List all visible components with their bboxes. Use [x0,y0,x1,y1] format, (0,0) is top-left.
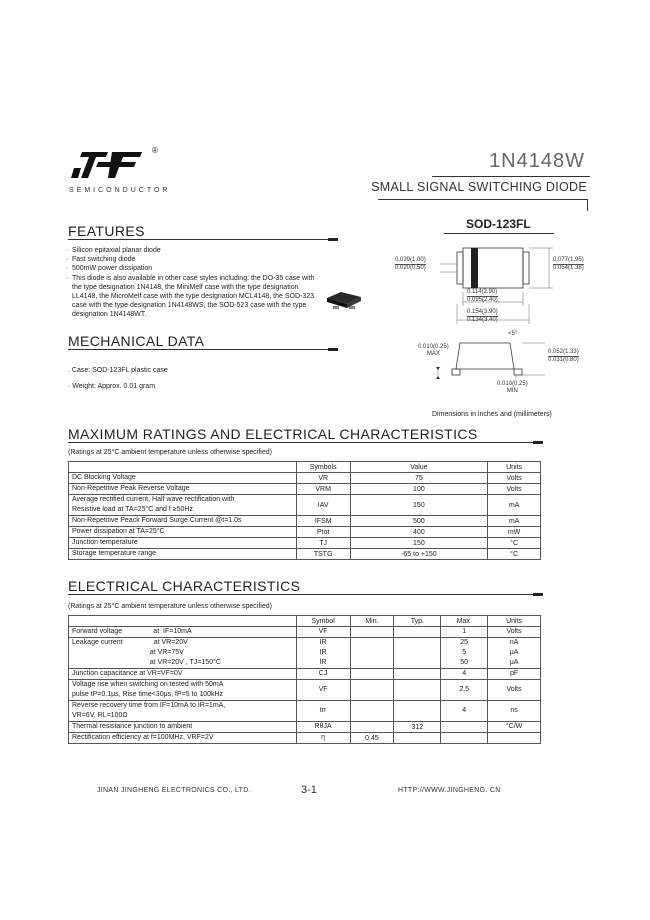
table-header-row [69,616,541,627]
typ-cell [394,627,441,638]
cell-line: Power dissipation at TA=25°C [72,528,165,535]
mechanical-rule [68,349,338,350]
value-cell: 75 [350,473,488,484]
footer-company: JINAN JINGHENG ELECTRONICS CO., LTD. [97,787,251,794]
table-row [69,538,541,549]
symbol-cell [296,638,350,669]
cell-line: trr [319,707,327,714]
symbol-cell: IFSM [296,516,350,527]
param-cell [69,722,297,733]
cell-line: Volts [506,628,522,635]
elec-rule [68,594,542,595]
cell-line: Reverse recovery time from IF=10mA to IR=1mA, [72,702,226,709]
cell-line: pF [509,670,519,677]
cell-line: pulse tP=0.1μs, Rise time<30μs, fP=5 to 100kHz [72,691,224,698]
value-cell: 100 [350,484,488,495]
unit-cell [488,701,541,722]
features-heading: FEATURES [68,223,145,239]
cell-line: 4 [462,707,467,714]
symbol-cell [296,701,350,722]
elec-table [68,615,541,744]
cell-line: 4 [462,670,467,677]
symbol-cell: Ptot [296,527,350,538]
symbol-cell [296,722,350,733]
header-cell [69,616,297,627]
header-cell: Symbol [296,616,350,627]
subtitle-rule [378,199,588,200]
symbol-cell: TJ [296,538,350,549]
cell-line: 2.5 [459,686,470,693]
cell-line: 50 [460,659,469,666]
cell-line: °C/W [505,723,523,730]
subtitle-rule-end [587,199,588,211]
symbol-cell: TSTG [296,549,350,560]
table-row [69,680,541,701]
unit-cell: mW [488,527,541,538]
mechanical-case: . Case: SOD-123FL plastic case [68,367,168,374]
cell-line: VF [318,628,328,635]
typ-cell [394,638,441,669]
package-name-rule [444,233,554,234]
mechanical-rule-tick [328,348,338,351]
param-cell [69,484,297,495]
dim-lead-min: 0.010(0.25) MIN [497,381,528,394]
value-cell: 150 [350,538,488,549]
param-cell [69,638,297,669]
max-ratings-note: (Ratings at 25°C ambient temperature unless otherwise specified) [68,449,272,456]
value-cell: 150 [350,495,488,516]
table-row [69,549,541,560]
table-header-row [69,462,541,473]
min-cell [350,669,394,680]
table-row [69,516,541,527]
cell-line: Storage temperature range [72,550,157,557]
min-cell [350,627,394,638]
header-cell: Symbols [296,462,350,473]
cell-line: IR [319,649,327,656]
max-ratings-heading: MAXIMUM RATINGS AND ELECTRICAL CHARACTERISTICS [68,426,478,442]
dim-lead-thickness: 0.010(0.25) MAX [418,344,449,357]
symbol-cell [296,680,350,701]
dimension-note: Dimensions in inches and (millimeters) [432,411,552,418]
symbol-cell [296,627,350,638]
cell-line: CJ [318,670,328,677]
max-cell [441,733,488,744]
dim-side-height: 0.052(1.33) 0.031(0.80) [548,349,579,363]
typ-cell [394,701,441,722]
cell-line: DC Blocking Voltage [72,474,136,481]
cell-line: 5 [462,649,467,656]
param-cell [69,527,297,538]
param-cell [69,680,297,701]
typ-cell [394,680,441,701]
param-cell [69,701,297,722]
cell-line: nA [509,639,519,646]
symbol-cell: VRM [296,484,350,495]
dim-lead-width: 0.039(1.00) 0.020(0.50) [395,257,426,271]
max-cell [441,680,488,701]
table-row [69,701,541,722]
cell-line: Rectification efficiency at f=100MHz, VRF=2V [72,734,214,741]
unit-cell: mA [488,516,541,527]
max-cell [441,701,488,722]
cell-line: at VR=75V [72,649,184,656]
header-cell: Typ. [394,616,441,627]
elec-note: (Ratings at 25°C ambient temperature unless otherwise specified) [68,603,272,610]
cell-line: Leakage current at VR=20V [72,639,188,646]
header-cell: Min. [350,616,394,627]
dim-angle: <5° [508,331,518,337]
param-cell [69,473,297,484]
min-cell [350,701,394,722]
cell-line: VR=6V, RL=100Ω [72,712,128,719]
value-cell: 400 [350,527,488,538]
unit-cell [488,722,541,733]
header-cell [69,462,297,473]
table-row [69,473,541,484]
unit-cell [488,627,541,638]
param-cell [69,627,297,638]
max-cell [441,669,488,680]
table-row [69,484,541,495]
cell-line: Non-Repetitive Peak Reverse Voltage [72,485,190,492]
symbol-cell [296,669,350,680]
param-cell [69,538,297,549]
max-cell [441,722,488,733]
unit-cell: °C [488,538,541,549]
features-rule [68,239,338,240]
company-subtitle: SEMICONDUCTOR [69,187,171,194]
cell-line: μA [509,659,519,666]
param-cell [69,733,297,744]
min-cell: 0.45 [350,733,394,744]
param-cell [69,669,297,680]
value-cell: 500 [350,516,488,527]
table-row [69,638,541,669]
unit-cell [488,669,541,680]
dim-body-height: 0.077(1.95) 0.054(1.38) [553,257,584,271]
elec-rule-tick [533,593,543,596]
table-row [69,722,541,733]
max-cell [441,627,488,638]
cell-line: VF [318,686,328,693]
cell-line: at VR=20V , TJ=150°C [72,659,221,666]
features-list [66,246,324,320]
dim-body-length: 0.114(2.90) 0.095(2.40) [467,289,498,303]
footer-url[interactable]: HTTP://WWW.JINGHENG. CN [398,787,501,794]
symbol-cell [296,733,350,744]
unit-cell: Volts [488,473,541,484]
param-cell [69,549,297,560]
feature-item: · This diode is also available in other case styles including: the DO-35 case with the type designation 1N4148, the MiniMelf case with the type designation LL4148, the MicroMelf case with the type designation MCL4148, the SOD-323 case with the type designation 1N4148WS, the SOD-523 case with the type designation 1N4148WT. [66,274,324,320]
header-rule [432,176,590,177]
table-row [69,527,541,538]
param-cell [69,516,297,527]
min-cell [350,722,394,733]
cell-line: Non-Repetitive Peack Forward Surge Current @t=1.0s [72,517,242,524]
param-cell [69,495,297,516]
typ-cell: 312 [394,722,441,733]
features-rule-tick [328,238,338,241]
table-row [69,669,541,680]
document-subtitle: SMALL SIGNAL SWITCHING DIODE [371,180,587,194]
mechanical-heading: MECHANICAL DATA [68,333,205,349]
logo-mark [68,150,152,180]
symbol-cell: VR [296,473,350,484]
unit-cell: Volts [488,484,541,495]
table-row [69,733,541,744]
header-cell: Value [350,462,488,473]
table-row [69,495,541,516]
table-row [69,627,541,638]
cell-line: μA [509,649,519,656]
cell-line: Junction capacitance at VR=VF=0V [72,670,183,677]
symbol-cell: IAV [296,495,350,516]
cell-line: ns [510,707,518,714]
cell-line: Thermal resistance junction to ambient [72,723,193,730]
feature-item: · Fast switching diode [66,255,324,264]
unit-cell [488,733,541,744]
dim-overall-length: 0.154(3.90) 0.134(3.40) [467,309,498,323]
mechanical-weight: · Weight: Approx. 0.01 gram [68,383,156,390]
feature-item: · 500mW power dissipation [66,264,324,273]
elec-heading: ELECTRICAL CHARACTERISTICS [68,578,301,594]
max-cell [441,638,488,669]
header-cell: Max. [441,616,488,627]
unit-cell [488,680,541,701]
cell-line: RθJA [314,723,332,730]
min-cell [350,638,394,669]
cell-line: 25 [460,639,469,646]
registered-mark: ® [152,146,158,155]
part-number: 1N4148W [489,150,585,172]
cell-line: 1 [462,628,467,635]
cell-line: Volts [506,686,522,693]
max-ratings-rule-tick [533,441,543,444]
cell-line: IR [319,639,327,646]
unit-cell: °C [488,549,541,560]
max-ratings-rule [68,442,542,443]
cell-line: Forward voltage at IF=10mA [72,628,192,635]
value-cell: -65 to +150 [350,549,488,560]
unit-cell: mA [488,495,541,516]
max-ratings-table [68,461,541,560]
company-logo [68,150,152,180]
cell-line: Resistive load at TA=25°C and f ≥50Hz [72,506,193,513]
cell-line: η [321,734,326,741]
cell-line: IR [319,659,327,666]
package-photo [323,288,365,319]
header-cell: Units [488,616,541,627]
min-cell [350,680,394,701]
typ-cell [394,669,441,680]
unit-cell [488,638,541,669]
page-number: 3-1 [301,784,317,796]
cell-line: Average rectified current, Half wave rectification with [72,496,235,503]
package-name: SOD-123FL [466,217,531,231]
cell-line: Voltage rise when switching on tested with 50mA [72,681,224,688]
cell-line: Junction temperature [72,539,138,546]
feature-item: · Silicon epitaxial planar diode [66,246,324,255]
header-cell: Units [488,462,541,473]
typ-cell [394,733,441,744]
